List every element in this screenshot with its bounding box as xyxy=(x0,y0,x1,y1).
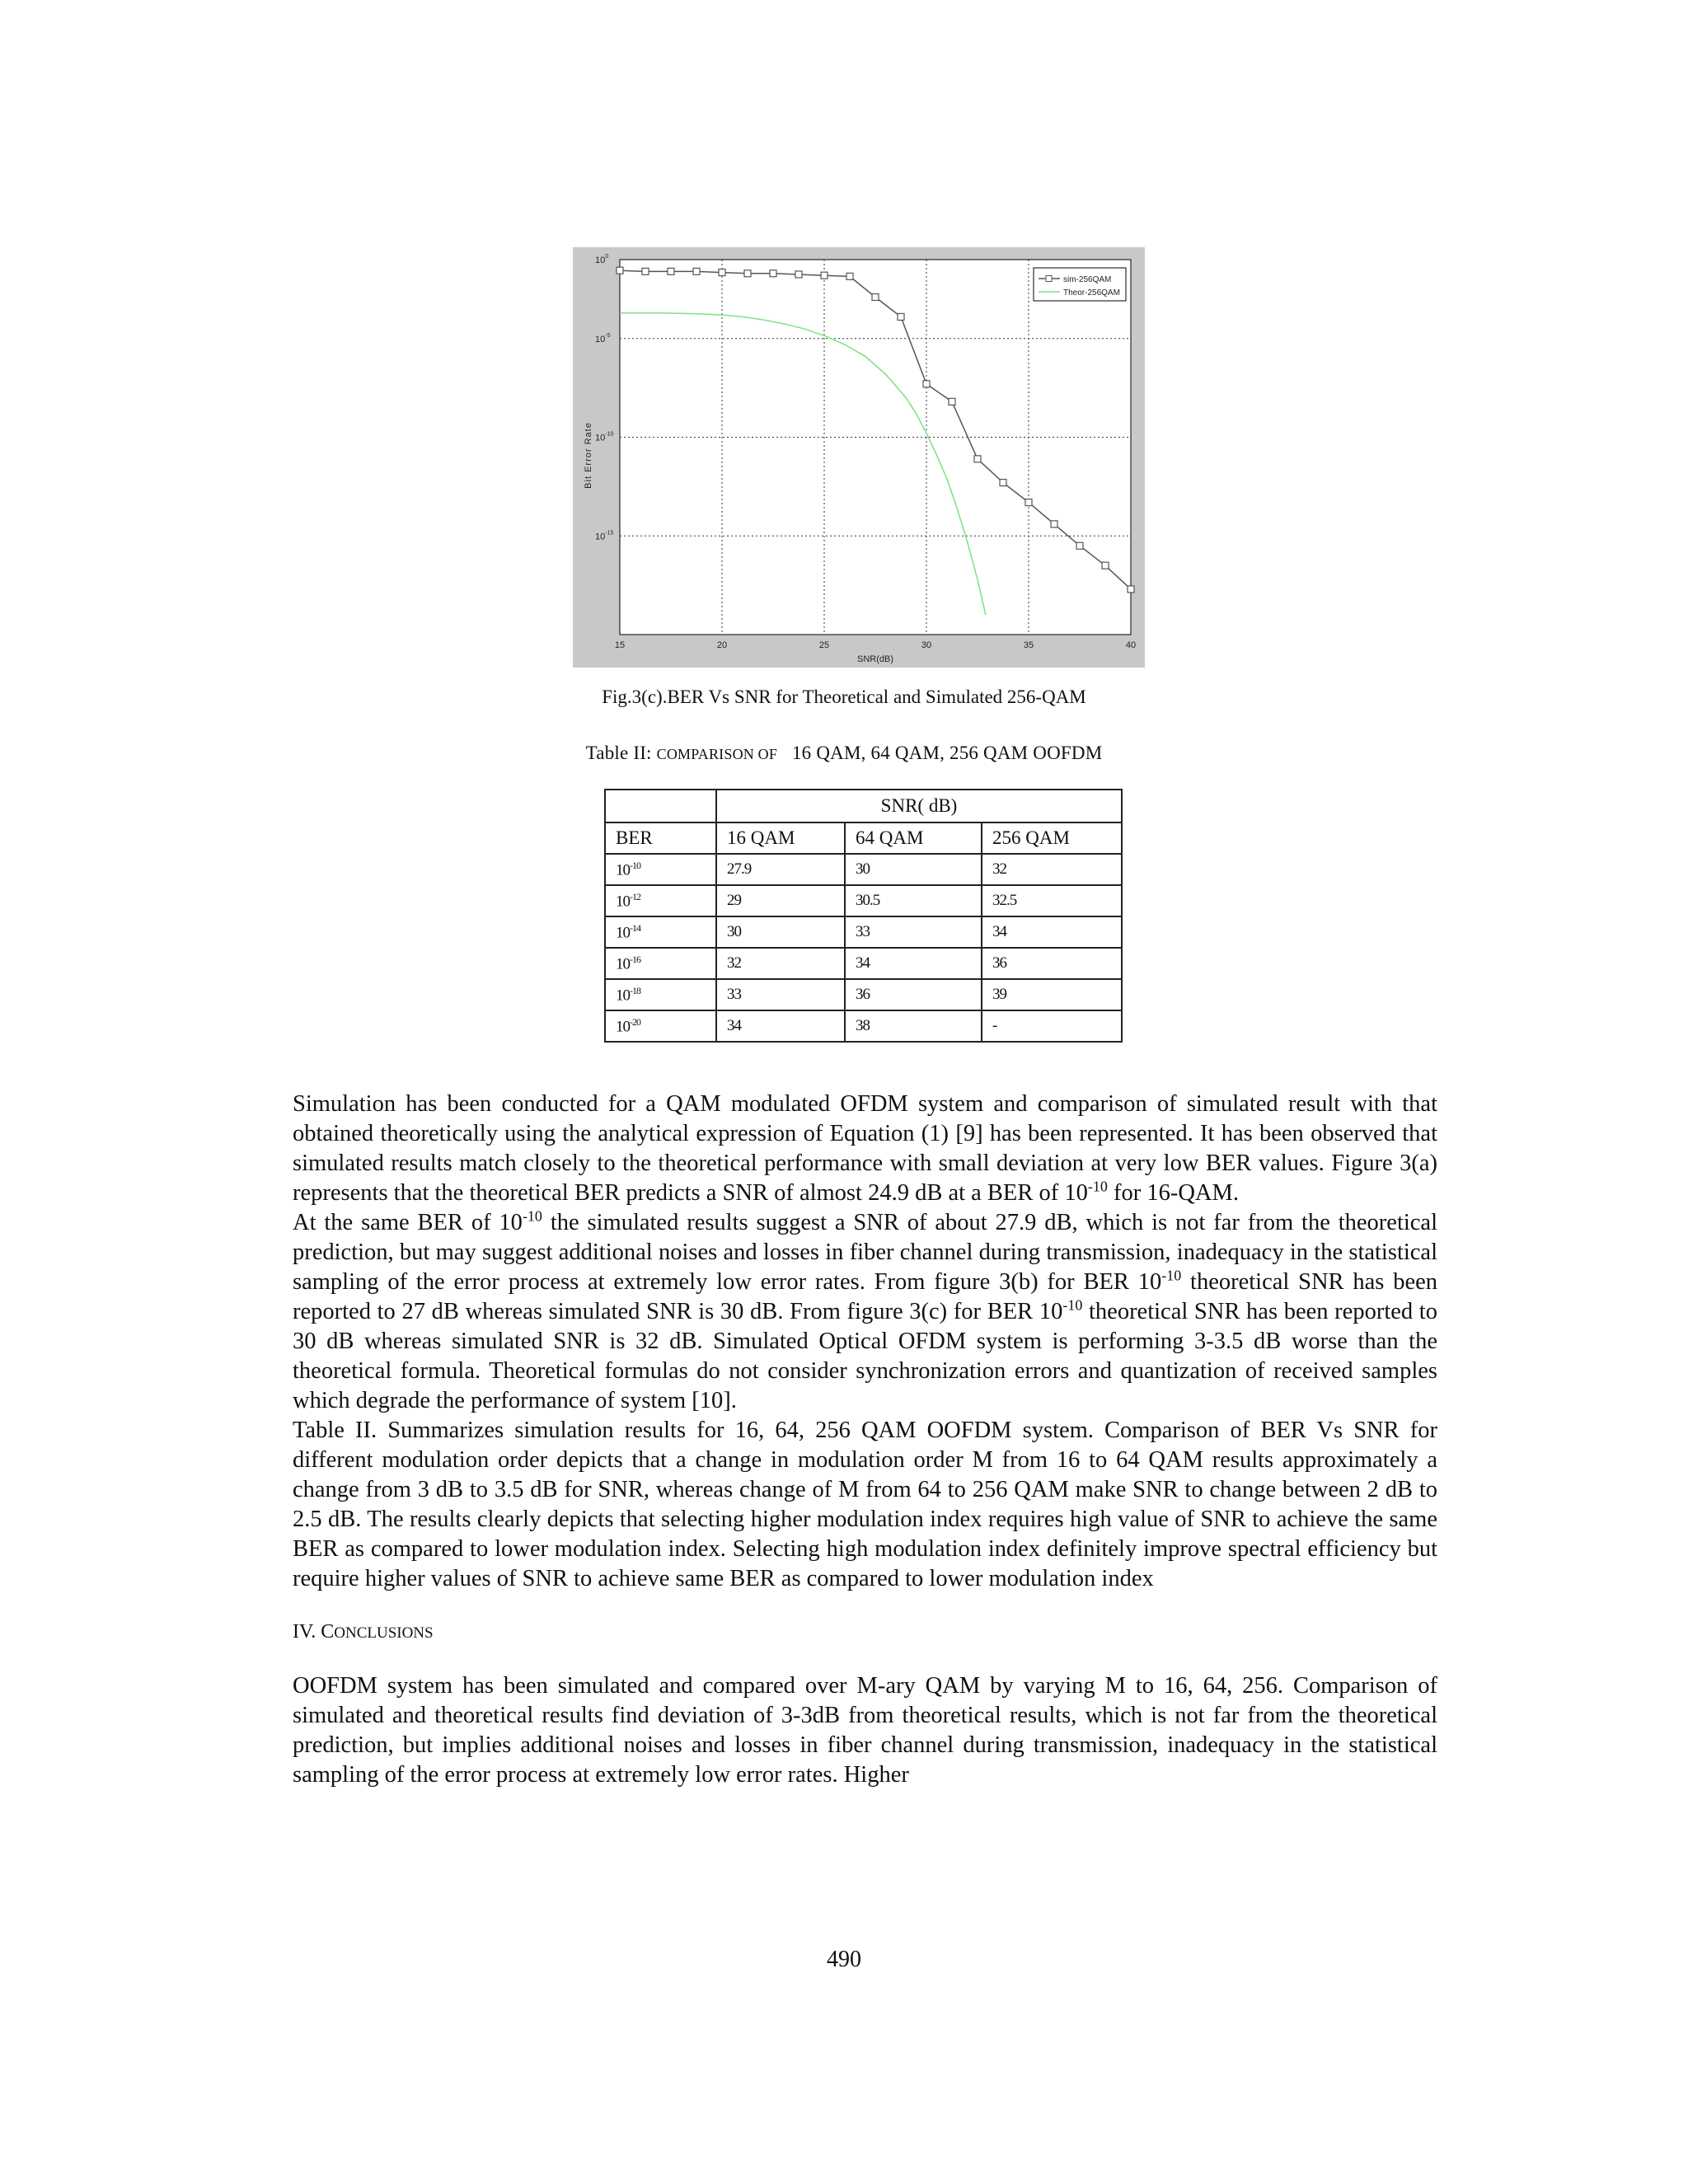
series-point xyxy=(949,398,955,405)
snr-cell-v256: - xyxy=(982,1010,1122,1042)
text-run: At the same BER of 10 xyxy=(293,1210,523,1235)
table-row xyxy=(605,948,1122,979)
y-tick-label: $10^{-15}$ xyxy=(595,530,614,542)
ber-cell xyxy=(605,979,716,1010)
series-point xyxy=(1076,542,1083,549)
table-row xyxy=(605,979,1122,1010)
snr-cell-v256: 32 xyxy=(982,854,1122,885)
superscript: -10 xyxy=(1062,1296,1083,1314)
ber-cell xyxy=(605,948,716,979)
table-header-row-1 xyxy=(605,790,1122,823)
superscript: -10 xyxy=(1161,1267,1182,1284)
y-axis-label: Bit Error Rate xyxy=(584,422,593,489)
series-point xyxy=(1025,499,1032,506)
ber-exponent: -12 xyxy=(630,890,640,902)
x-tick-label: 40 xyxy=(1125,640,1137,650)
paragraph-2 xyxy=(293,1208,1437,1416)
table-title-rest: 16 QAM, 64 QAM, 256 QAM OOFDM xyxy=(791,743,1103,763)
ber-base: 10 xyxy=(616,861,630,879)
ber-cell xyxy=(605,916,716,948)
section-heading xyxy=(293,1617,1437,1648)
text-run: the simulated results suggest a SNR of about 27.9 dB, which is not far from the theoretical prediction, but may suggest additional noises and losses in fiber channel during transmission, inadequacy in the statistical sampling of the error process at extremely low error rates. From figure 3(b) for BER 10 xyxy=(293,1210,1437,1295)
series-point xyxy=(770,270,776,277)
ber-exponent: -10 xyxy=(630,859,640,871)
ber-cell xyxy=(605,854,716,885)
snr-cell-v16: 34 xyxy=(716,1010,845,1042)
snr-cell-v16: 27.9 xyxy=(716,854,845,885)
paragraph-1 xyxy=(293,1090,1437,1208)
table-row xyxy=(605,916,1122,948)
plot-area xyxy=(620,260,1131,635)
table-col-header: BER xyxy=(605,823,716,854)
legend-entry: Theor-256QAM xyxy=(1063,288,1120,298)
series-point xyxy=(744,270,751,277)
snr-cell-v256: 39 xyxy=(982,979,1122,1010)
snr-cell-v256: 32.5 xyxy=(982,885,1122,916)
snr-cell-v64: 30.5 xyxy=(845,885,982,916)
table-body xyxy=(605,854,1122,1042)
snr-cell-v64: 33 xyxy=(845,916,982,948)
y-tick-label: $10^0$ xyxy=(595,254,609,265)
ber-base: 10 xyxy=(616,893,630,911)
series-point xyxy=(1128,586,1134,593)
x-tick-label: 35 xyxy=(1023,640,1034,650)
snr-cell-v16: 32 xyxy=(716,948,845,979)
snr-cell-v256: 34 xyxy=(982,916,1122,948)
snr-cell-v16: 30 xyxy=(716,916,845,948)
snr-cell-v16: 29 xyxy=(716,885,845,916)
series-point xyxy=(923,381,930,387)
table-col-header: 64 QAM xyxy=(845,823,982,854)
ber-chart xyxy=(573,247,1145,668)
comparison-table xyxy=(604,789,1123,1043)
ber-exponent: -20 xyxy=(630,1015,640,1028)
ber-figure xyxy=(573,247,1145,668)
ber-base: 10 xyxy=(616,987,630,1005)
series-point xyxy=(668,268,674,274)
ber-base: 10 xyxy=(616,1018,630,1036)
series-point xyxy=(642,268,649,274)
legend-marker xyxy=(1046,276,1052,282)
series-point xyxy=(872,294,879,301)
paragraph-4: OOFDM system has been simulated and compared over M-ary QAM by varying M to 16, 64, 256. Comparison of simulated and theoretical results find deviation of 3-3dB from theoretical results, which is not far from the theoretical prediction, but implies additional noises and losses in fiber channel during transmission, inadequacy in the statistical sampling of the error process at extremely low error rates. Higher xyxy=(293,1673,1437,1788)
series-point xyxy=(1051,521,1057,527)
ber-exponent: -16 xyxy=(630,953,640,965)
superscript: -10 xyxy=(1087,1178,1108,1195)
snr-cell-v256: 36 xyxy=(982,948,1122,979)
ber-exponent: -14 xyxy=(630,921,640,934)
snr-cell-v64: 36 xyxy=(845,979,982,1010)
series-point xyxy=(846,273,853,279)
series-point xyxy=(898,313,904,320)
table-row xyxy=(605,1010,1122,1042)
series-point xyxy=(617,267,623,274)
ber-exponent: -18 xyxy=(630,984,640,996)
x-tick-label: 25 xyxy=(818,640,830,650)
snr-cell-v64: 38 xyxy=(845,1010,982,1042)
series-point xyxy=(719,269,725,276)
body-text xyxy=(293,1090,1437,1790)
figure-caption: Fig.3(c).BER Vs SNR for Theoretical and Simulated 256-QAM xyxy=(602,687,1086,707)
section-number: IV. C xyxy=(293,1621,335,1643)
table-title xyxy=(0,743,1688,764)
text-run: theoretical SNR has been reported to 27 dB whereas simulated SNR is 30 dB. From figure 3(c) for BER 10 xyxy=(293,1269,1437,1324)
snr-cell-v64: 30 xyxy=(845,854,982,885)
series-point xyxy=(795,271,802,278)
series-point xyxy=(1102,562,1109,569)
paragraph-3: Table II. Summarizes simulation results for 16, 64, 256 QAM OOFDM system. Comparison of BER Vs SNR for different modulation order depicts that a change in modulation order M from 16 to 64 QAM results approximately a change from 3 dB to 3.5 dB for SNR, whereas change of M from 64 to 256 QAM make SNR to change between 2 dB to 2.5 dB. The results clearly depicts that selecting higher modulation index requires high value of SNR to achieve the same BER as compared to lower modulation index. Selecting high modulation index definitely improve spectral efficiency but require higher values of SNR to achieve same BER as compared to lower modulation index xyxy=(293,1418,1437,1591)
table-corner-cell xyxy=(605,790,716,823)
y-tick-label: $10^{-5}$ xyxy=(595,332,611,344)
text-run: Simulation has been conducted for a QAM modulated OFDM system and comparison of simulated result with that obtained theoretically using the analytical expression of Equation (1) [9] has been represented. It has been observed that simulated results match closely to the theoretical performance with small deviation at very low BER values. Figure 3(a) represents that the theoretical BER predicts a SNR of almost 24.9 dB at a BER of 10 xyxy=(293,1091,1437,1206)
table-col-header: 256 QAM xyxy=(982,823,1122,854)
table-row xyxy=(605,854,1122,885)
x-tick-label: 20 xyxy=(716,640,728,650)
x-tick-label: 30 xyxy=(921,640,932,650)
y-tick-label: $10^{-10}$ xyxy=(595,431,614,443)
text-run: for 16-QAM. xyxy=(1107,1180,1239,1206)
legend-entry: sim-256QAM xyxy=(1063,275,1112,284)
text-run: theoretical SNR has been reported to 30 dB whereas simulated SNR is 32 dB. Simulated Optical OFDM system is performing 3-3.5 dB worse than the theoretical formula. Theoretical formulas do not consider synchronization errors and quantization of received samples which degrade the performance of system [10]. xyxy=(293,1299,1437,1413)
table-title-smallcaps: COMPARISON OF xyxy=(656,746,778,762)
table-title-prefix: Table II: xyxy=(585,743,652,763)
series-point xyxy=(693,268,700,274)
table-col-header: 16 QAM xyxy=(716,823,845,854)
x-axis-label: SNR(dB) xyxy=(856,654,894,664)
ber-base: 10 xyxy=(616,955,630,973)
series-point xyxy=(821,272,828,279)
table-header-span: SNR( dB) xyxy=(716,790,1122,823)
superscript: -10 xyxy=(522,1207,542,1225)
ber-cell xyxy=(605,885,716,916)
page-number: 490 xyxy=(827,1947,861,1972)
ber-cell xyxy=(605,1010,716,1042)
series-point xyxy=(1000,480,1006,486)
ber-base: 10 xyxy=(616,924,630,942)
snr-cell-v64: 34 xyxy=(845,948,982,979)
snr-cell-v16: 33 xyxy=(716,979,845,1010)
series-point xyxy=(974,456,981,462)
table-row xyxy=(605,885,1122,916)
x-tick-label: 15 xyxy=(614,640,626,650)
table-header-row-2 xyxy=(605,823,1122,854)
section-title: ONCLUSIONS xyxy=(334,1624,434,1642)
